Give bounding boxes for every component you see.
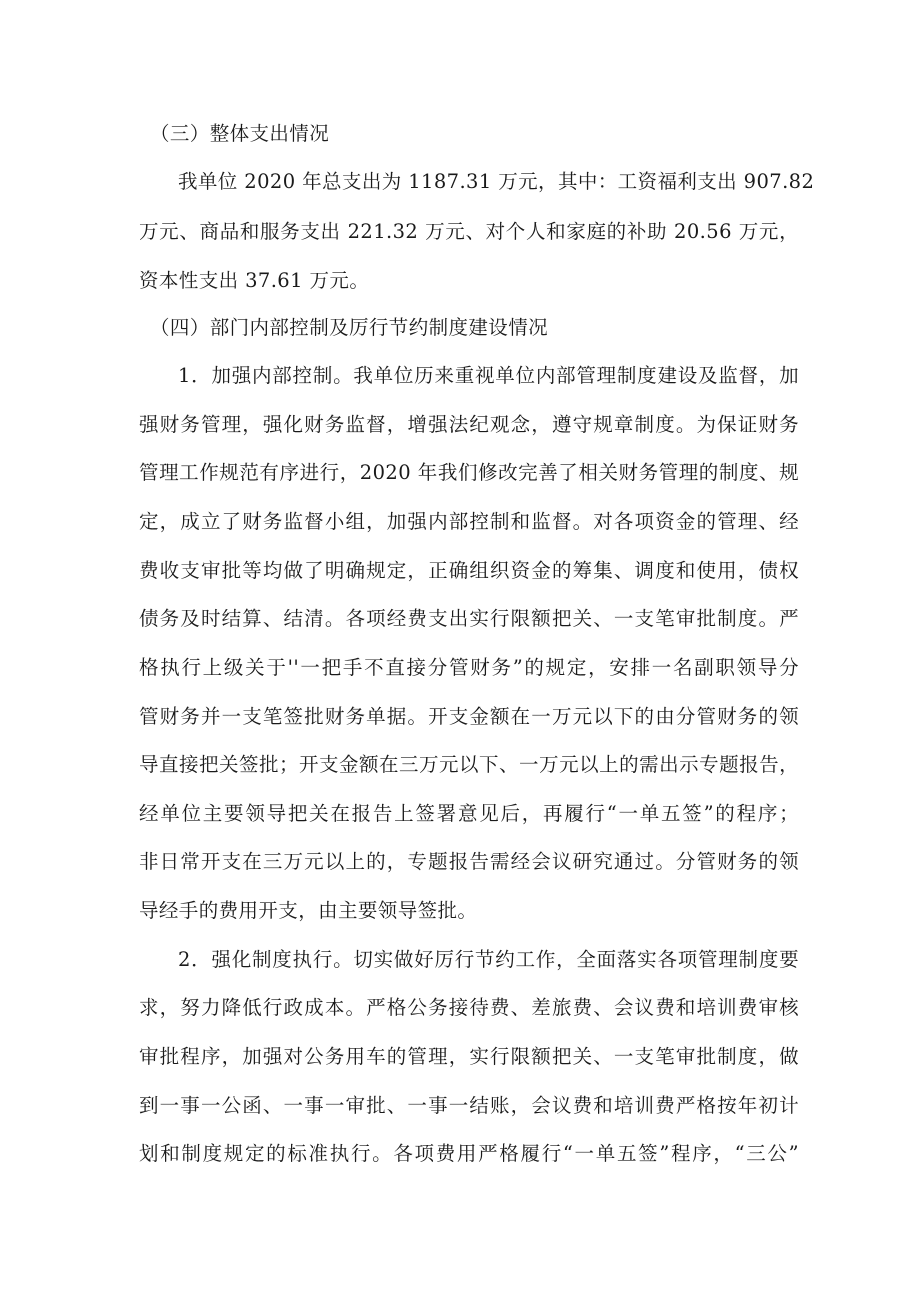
paragraph-line: 万元、商品和服务支出 221.32 万元、对个人和家庭的补助 20.56 万元， (139, 220, 799, 243)
paragraph-line: 求，努力降低行政成本。严格公务接待费、差旅费、会议费和培训费审核 (139, 996, 799, 1019)
paragraph-line: 格执行上级关于''一把手不直接分管财务”的规定，安排一名副职领导分 (139, 656, 799, 679)
paragraph-line: 非日常开支在三万元以上的，专题报告需经会议研究通过。分管财务的领 (139, 850, 799, 873)
paragraph-line: 划和制度规定的标准执行。各项费用严格履行“一单五签”程序，“三公” (139, 1142, 799, 1165)
paragraph-line: 导直接把关签批；开支金额在三万元以下、一万元以上的需出示专题报告， (139, 753, 799, 776)
paragraph-line: 定，成立了财务监督小组，加强内部控制和监督。对各项资金的管理、经 (139, 510, 799, 533)
paragraph-line: 我单位 2020 年总支出为 1187.31 万元，其中：工资福利支出 907.82 (178, 170, 815, 193)
paragraph-line: 审批程序，加强对公务用车的管理，实行限额把关、一支笔审批制度，做 (139, 1045, 799, 1068)
paragraph-line: 2．强化制度执行。切实做好厉行节约工作，全面落实各项管理制度要 (178, 948, 799, 971)
paragraph-line: 到一事一公函、一事一审批、一事一结账，会议费和培训费严格按年初计 (139, 1094, 799, 1117)
section-heading-overall-expenditure: （三）整体支出情况 (150, 122, 330, 145)
paragraph-line: 经单位主要领导把关在报告上签署意见后，再履行“一单五签”的程序； (139, 802, 799, 825)
paragraph-line: 导经手的费用开支，由主要领导签批。 (139, 899, 478, 922)
paragraph-line: 1．加强内部控制。我单位历来重视单位内部管理制度建设及监督，加 (178, 364, 799, 387)
paragraph-line: 管财务并一支笔签批财务单据。开支金额在一万元以下的由分管财务的领 (139, 705, 799, 728)
paragraph-line: 费收支审批等均做了明确规定，正确组织资金的筹集、调度和使用，债权 (139, 559, 799, 582)
paragraph-line: 债务及时结算、结清。各项经费支出实行限额把关、一支笔审批制度。严 (139, 607, 799, 630)
paragraph-line: 管理工作规范有序进行，2020 年我们修改完善了相关财务管理的制度、规 (139, 461, 799, 484)
section-heading-internal-control: （四）部门内部控制及厉行节约制度建设情况 (150, 316, 549, 339)
paragraph-line: 资本性支出 37.61 万元。 (139, 269, 370, 292)
paragraph-line: 强财务管理，强化财务监督，增强法纪观念，遵守规章制度。为保证财务 (139, 413, 799, 436)
